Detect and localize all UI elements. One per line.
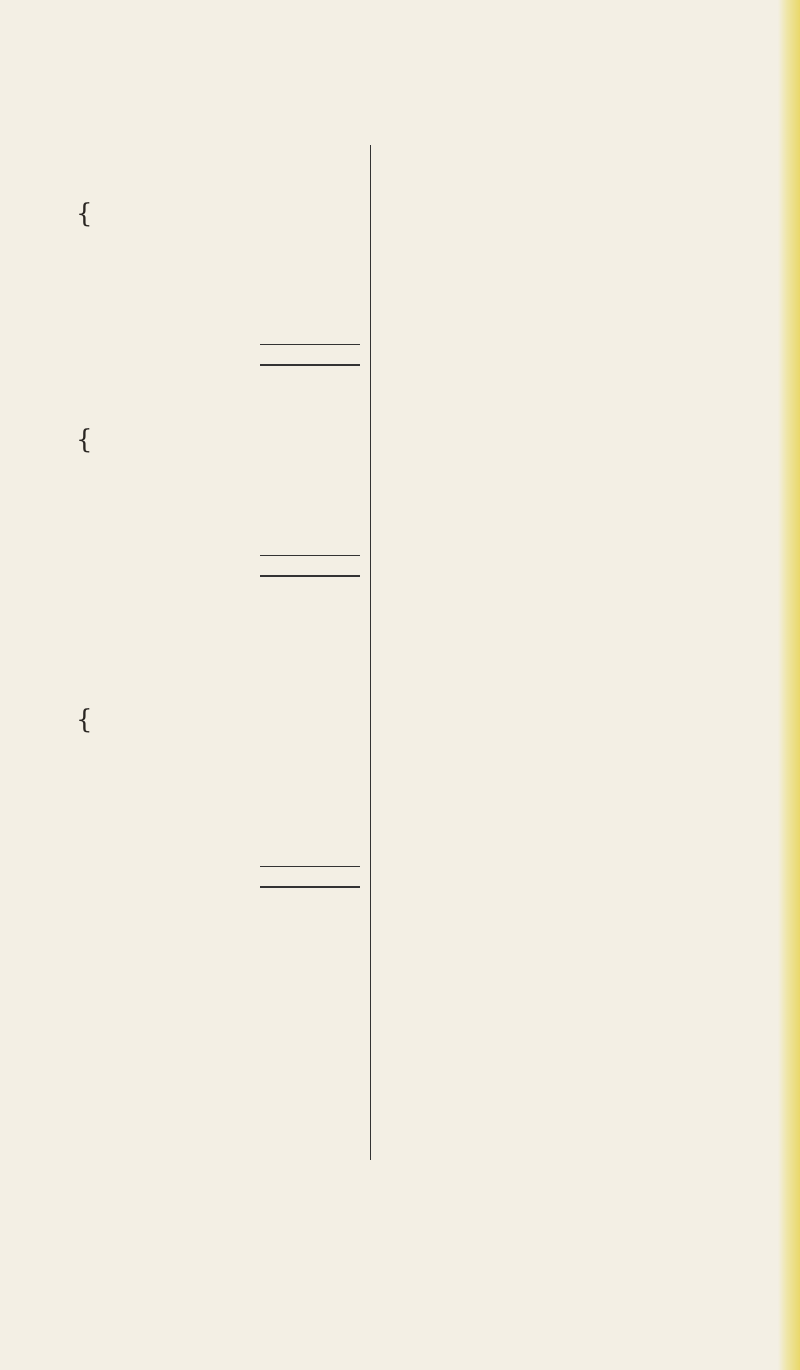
total-rule	[260, 866, 360, 867]
total-rule	[260, 344, 360, 345]
page-edge	[778, 0, 800, 1370]
total-double-rule	[260, 575, 360, 577]
brace: {	[76, 704, 93, 735]
brace: {	[76, 424, 93, 455]
total-double-rule	[260, 364, 360, 366]
brace: {	[76, 198, 93, 229]
column-divider	[370, 145, 371, 1160]
total-double-rule	[260, 886, 360, 888]
total-rule	[260, 555, 360, 556]
